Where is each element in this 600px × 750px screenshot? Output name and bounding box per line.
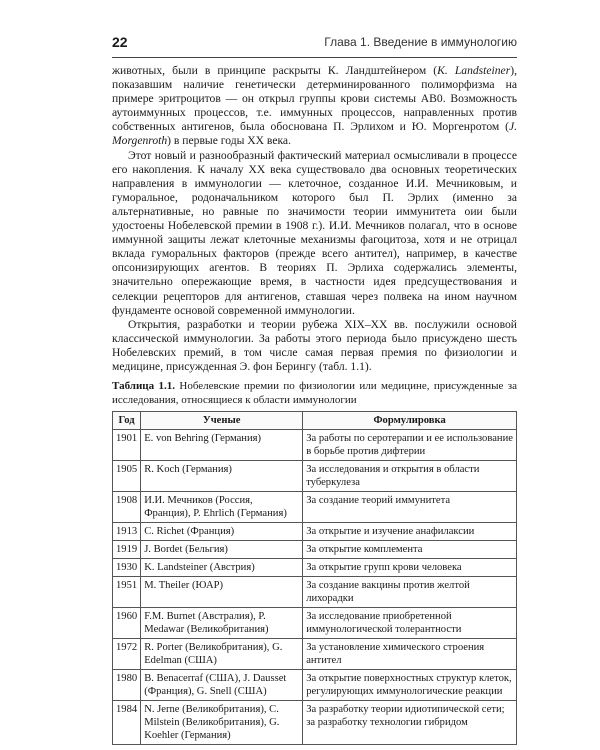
table-cell-scientists: K. Landsteiner (Австрия) (141, 559, 303, 577)
table-row (113, 670, 517, 701)
table-row (113, 523, 517, 541)
table-cell-scientists: E. von Behring (Германия) (141, 430, 303, 461)
column-header-formulation: Формулировка (303, 412, 517, 430)
table-caption (112, 380, 517, 407)
table-cell-formulation: За разработку теории идиотипической сети; за разработку технологии гибридом (303, 701, 517, 745)
table-cell-scientists: R. Porter (Великобритания), G. Edelman (США) (141, 639, 303, 670)
table-header-row (113, 412, 517, 430)
paragraph (112, 318, 517, 374)
header-rule (112, 57, 517, 58)
table-cell-scientists: B. Benacerraf (США), J. Dausset (Франция), G. Snell (США) (141, 670, 303, 701)
table-row (113, 559, 517, 577)
table-cell-year: 1972 (113, 639, 141, 670)
body-text (112, 64, 517, 374)
table-cell-formulation: За исследования и открытия в области туберкулеза (303, 461, 517, 492)
nobel-prize-table (112, 411, 517, 745)
table-row (113, 430, 517, 461)
table-cell-year: 1951 (113, 577, 141, 608)
table-cell-formulation: За открытие поверхностных структур клеток, регулирующих иммунологические реакции (303, 670, 517, 701)
page-header (112, 34, 517, 54)
table-row (113, 577, 517, 608)
table-caption-text: Нобелевские премии по физиологии или медицине, присужденные за исследования, относящиеся к области иммунологии (112, 380, 517, 406)
chapter-title: Глава 1. Введение в иммунологию (324, 35, 517, 49)
table-cell-year: 1930 (113, 559, 141, 577)
paragraph-text: Открытия, разработки и теории рубежа XIX–XX вв. послужили основой классической иммунологии. За работы этого периода было присуждено шесть Нобелевских премий, в том числе самая первая премия по физиологии и медицине, присужденная Э. фон Берингу (табл. 1.1). (112, 317, 517, 373)
table-cell-year: 1905 (113, 461, 141, 492)
column-header-year: Год (113, 412, 141, 430)
table-cell-formulation: За открытие групп крови человека (303, 559, 517, 577)
table-caption-label: Таблица 1.1. (112, 380, 176, 393)
table-row (113, 608, 517, 639)
table-cell-formulation: За работы по серотерапии и ее использование в борьбе против дифтерии (303, 430, 517, 461)
table-cell-scientists: C. Richet (Франция) (141, 523, 303, 541)
paragraph (112, 149, 517, 318)
page-body (112, 64, 517, 745)
table-cell-formulation: За установление химического строения антител (303, 639, 517, 670)
paragraph-text: животных, были в принципе раскрыты К. Ландштейнером ( (112, 64, 438, 77)
table-cell-year: 1901 (113, 430, 141, 461)
table-cell-year: 1960 (113, 608, 141, 639)
table-cell-year: 1913 (113, 523, 141, 541)
table-cell-formulation: За создание теорий иммунитета (303, 492, 517, 523)
column-header-scientists: Ученые (141, 412, 303, 430)
table-row (113, 492, 517, 523)
table-row (113, 541, 517, 559)
table-cell-scientists: N. Jerne (Великобритания), C. Milstein (Великобритания), G. Koehler (Германия) (141, 701, 303, 745)
table-cell-scientists: R. Koch (Германия) (141, 461, 303, 492)
table-cell-scientists: F.M. Burnet (Австралия), P. Medawar (Великобритания) (141, 608, 303, 639)
paragraph-text: Этот новый и разнообразный фактический материал осмысливали в процессе его накопления. К началу XX века существовало два основных теоретических направления в иммунологии — клеточное, созданное И.И. Мечниковым, и гуморальное, родоначальником которого был П. Эрлих (именно за альтернативные, но равные по значимости теории иммунитета оии были удостоены Нобелевской премии в 1908 г.). И.И. Мечников полагал, что в основе иммунной защиты лежат клеточные механизмы фагоцитоза, хотя и не отрицал вклада гуморальных факторов (прежде всего антител), например, в качестве опсонизирующих агентов. В теориях П. Эрлиха содержались элементы, значительно опережающие время, в частности идея предсуществования и селекции рецепторов для антигенов, ставшая через полвека на ином научном фундаменте основой современной иммунологии. (112, 148, 517, 317)
table-cell-scientists: И.И. Мечников (Россия, Франция), P. Ehrlich (Германия) (141, 492, 303, 523)
paragraph-italic-text: J. Morgenroth (112, 120, 517, 148)
paragraph-text: ) в первые годы XX века. (167, 134, 291, 148)
table-cell-year: 1908 (113, 492, 141, 523)
table-cell-formulation: За открытие и изучение анафилаксии (303, 523, 517, 541)
table-cell-formulation: За создание вакцины против желтой лихорадки (303, 577, 517, 608)
paragraph (112, 64, 517, 149)
table-cell-scientists: M. Theiler (ЮАР) (141, 577, 303, 608)
paragraph-text: ), показавшим наличие генетически детерминированного полиморфизма на примере эритроцитов — он открыл группы крови системы АВ0. Возможность аутоиммунных процессов, т.е. иммунных процессов, направленных против собственных антигенов, была обоснована П. Эрлихом и Ю. Моргенротом ( (112, 64, 517, 134)
paragraph-italic-text: K. Landsteiner (437, 64, 511, 77)
table-row (113, 639, 517, 670)
table-cell-year: 1984 (113, 701, 141, 745)
table-cell-formulation: За открытие комплемента (303, 541, 517, 559)
table-cell-year: 1980 (113, 670, 141, 701)
table-cell-scientists: J. Bordet (Бельгия) (141, 541, 303, 559)
table-cell-formulation: За исследование приобретенной иммунологической толерантности (303, 608, 517, 639)
table-cell-year: 1919 (113, 541, 141, 559)
table-row (113, 701, 517, 745)
page-number: 22 (112, 34, 128, 50)
table-row (113, 461, 517, 492)
